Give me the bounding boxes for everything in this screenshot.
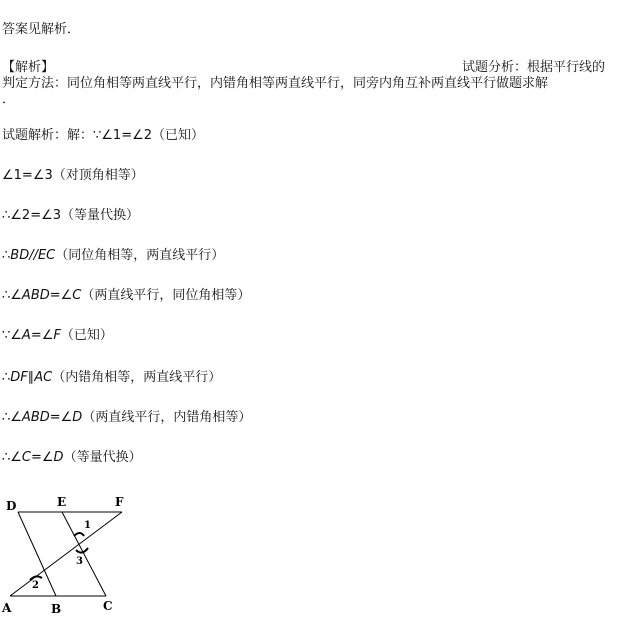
geometry-figure bbox=[0, 490, 140, 620]
point-a-label: A bbox=[2, 601, 12, 615]
point-d-label: D bbox=[6, 499, 17, 513]
line-af bbox=[10, 512, 122, 596]
step-2-reason: （等量代换） bbox=[61, 208, 140, 223]
angle-1-arc bbox=[74, 533, 84, 536]
point-b-label: B bbox=[51, 602, 62, 616]
solution-label: 试题解析：解：∵∠1=∠2（已知） bbox=[2, 128, 205, 143]
step-7-reason: （两直线平行，内错角相等） bbox=[82, 410, 252, 425]
step-3-reason: （同位角相等，两直线平行） bbox=[55, 248, 225, 263]
step-2-expr: ∴∠2=∠3 bbox=[2, 208, 62, 223]
point-e-label: E bbox=[57, 495, 67, 509]
step-5-expr: ∵∠A=∠F bbox=[2, 328, 61, 343]
step-6-reason: （内错角相等，两直线平行） bbox=[52, 370, 222, 385]
analysis-heading: 【解析】 bbox=[2, 60, 55, 75]
step-1-expr: ∠1=∠3 bbox=[2, 168, 53, 183]
point-c-label: C bbox=[103, 599, 113, 613]
step-4 bbox=[2, 288, 250, 304]
answer-text: 答案见解析． bbox=[2, 22, 81, 37]
step-2 bbox=[2, 208, 139, 224]
step-5 bbox=[2, 328, 113, 344]
step-7-expr: ∴∠ABD=∠D bbox=[2, 410, 83, 425]
step-1-reason: （对顶角相等） bbox=[52, 168, 144, 183]
step-5-reason: （已知） bbox=[60, 328, 113, 343]
step-4-expr: ∴∠ABD=∠C bbox=[2, 288, 82, 303]
analysis-intro-end: ． bbox=[2, 92, 16, 107]
step-6 bbox=[2, 370, 221, 386]
analysis-intro-start: 试题分析：根据平行线的 bbox=[462, 60, 606, 75]
step-3 bbox=[2, 248, 224, 264]
step-4-reason: （两直线平行，同位角相等） bbox=[81, 288, 251, 303]
step-8-expr: ∴∠C=∠D bbox=[2, 450, 64, 465]
angle-2-label: 2 bbox=[32, 580, 39, 591]
step-6-expr: ∴DF∥AC bbox=[2, 370, 53, 385]
analysis-intro-rest: 判定方法：同位角相等两直线平行，内错角相等两直线平行，同旁内角互补两直线平行做题求解 bbox=[2, 76, 549, 91]
angle-1-label: 1 bbox=[84, 520, 91, 531]
point-f-label: F bbox=[115, 495, 124, 509]
step-7 bbox=[2, 410, 251, 426]
step-8 bbox=[2, 450, 142, 466]
step-1 bbox=[2, 168, 144, 184]
step-8-reason: （等量代换） bbox=[63, 450, 142, 465]
step-3-expr: ∴BD//EC bbox=[2, 248, 56, 263]
angle-3-label: 3 bbox=[76, 556, 83, 567]
